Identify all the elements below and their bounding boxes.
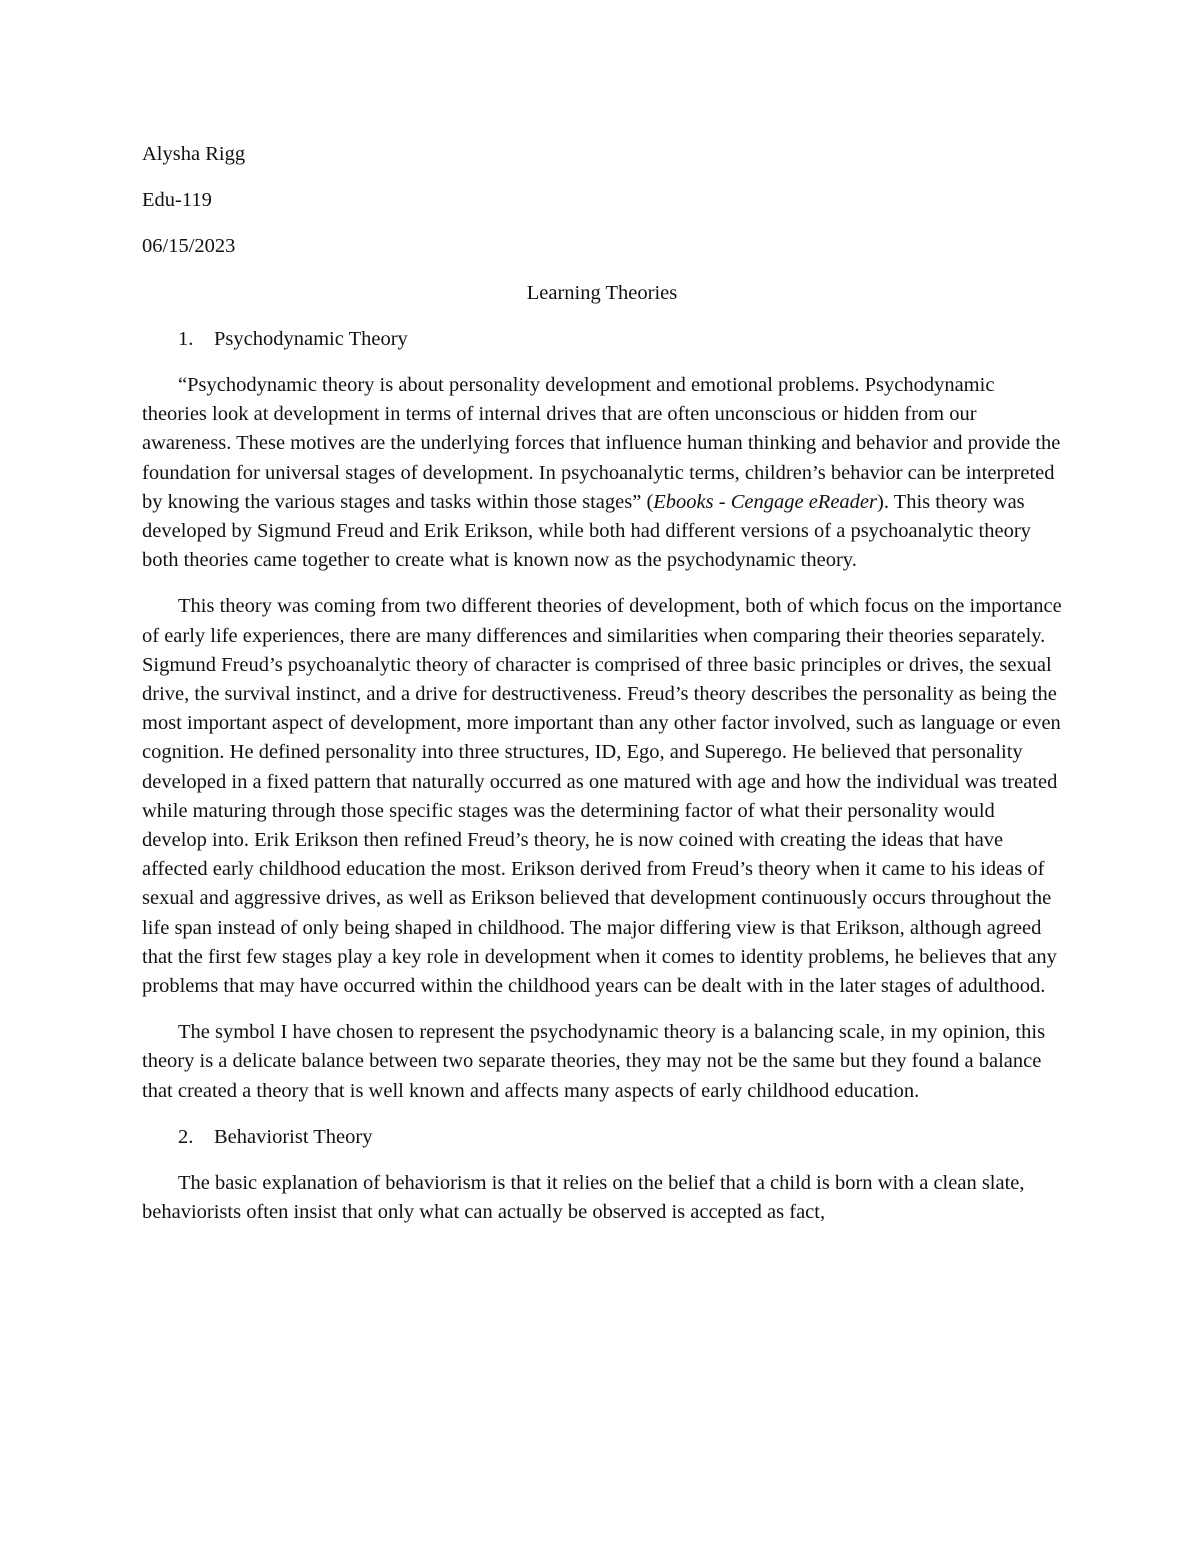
document-date: 06/15/2023 xyxy=(142,235,236,258)
quote-text: “Psychodynamic theory is about personality development and emotional problems. Psychodynamic theories look at development in terms of internal drives that are often unconscious or hidden from our awareness. These motives are the underlying forces that influence human thinking and behavior and provide the foundation for universal stages of development. In psychoanalytic terms, children’s behavior can be interpreted by knowing the various stages and tasks within those stages” ( xyxy=(142,374,1061,513)
course-code: Edu-119 xyxy=(142,189,212,212)
paragraph-symbol: The symbol I have chosen to represent the psychodynamic theory is a balancing scale, in my opinion, this theory is a delicate balance between two separate theories, they may not be the same but they found a balance that created a theory that is well known and affects many aspects of early childhood education. xyxy=(142,1021,1046,1102)
section-heading-text: Behaviorist Theory xyxy=(214,1125,373,1148)
author-name: Alysha Rigg xyxy=(142,143,246,165)
document-title: Learning Theories xyxy=(526,281,678,304)
section-number: 2. xyxy=(178,1125,194,1148)
paragraph-freud-erikson: This theory was coming from two different theories of development, both of which focus on the importance of early life experiences, there are many differences and similarities when comparing their theories separately. Sigmund Freud’s psychoanalytic theory of character is comprised of three basic principles or drives, the sexual drive, the survival instinct, and a drive for destructiveness. Freud’s theory describes the personality as being the most important aspect of development, more important than any other factor involved, such as language or even cognition. He defined personality into three structures, ID, Ego, and Superego. He believed that personality developed in a fixed pattern that naturally occurred as one matured with age and how the individual was treated while maturing through those specific stages was the determining factor of what their personality would develop into. Erik Erikson then refined Freud’s theory, he is now coined with creating the ideas that have affected early childhood education the most. Erikson derived from Freud’s theory when it came to his ideas of sexual and aggressive drives, as well as Erikson believed that development continuously occurs throughout the life span instead of only being shaped in childhood. The major differing view is that Erikson, although agreed that the first few stages play a key role in development when it comes to identity problems, he believes that any problems that may have occurred within the childhood years can be dealt with in the later stages of adulthood. xyxy=(142,595,1062,998)
section-heading-psychodynamic xyxy=(142,325,1062,354)
section-heading-behaviorist xyxy=(142,1123,1062,1152)
section-number: 1. xyxy=(178,327,194,350)
paragraph-behaviorism: The basic explanation of behaviorism is that it relies on the belief that a child is born with a clean slate, behaviorists often insist that only what can actually be observed is accepted as fact, xyxy=(142,1172,1025,1224)
document-body xyxy=(142,140,1062,1245)
paragraph-psychodynamic-definition xyxy=(142,371,1062,575)
section-heading-text: Psychodynamic Theory xyxy=(214,327,408,350)
citation-source: Ebooks - Cengage eReader xyxy=(653,490,877,513)
paragraph-continuation: ). This theory was developed by Sigmund Freud and Erik Erikson, while both had different versions of a psychoanalytic theory both theories came together to create what is known now as the psychodynamic theory. xyxy=(142,490,1031,572)
